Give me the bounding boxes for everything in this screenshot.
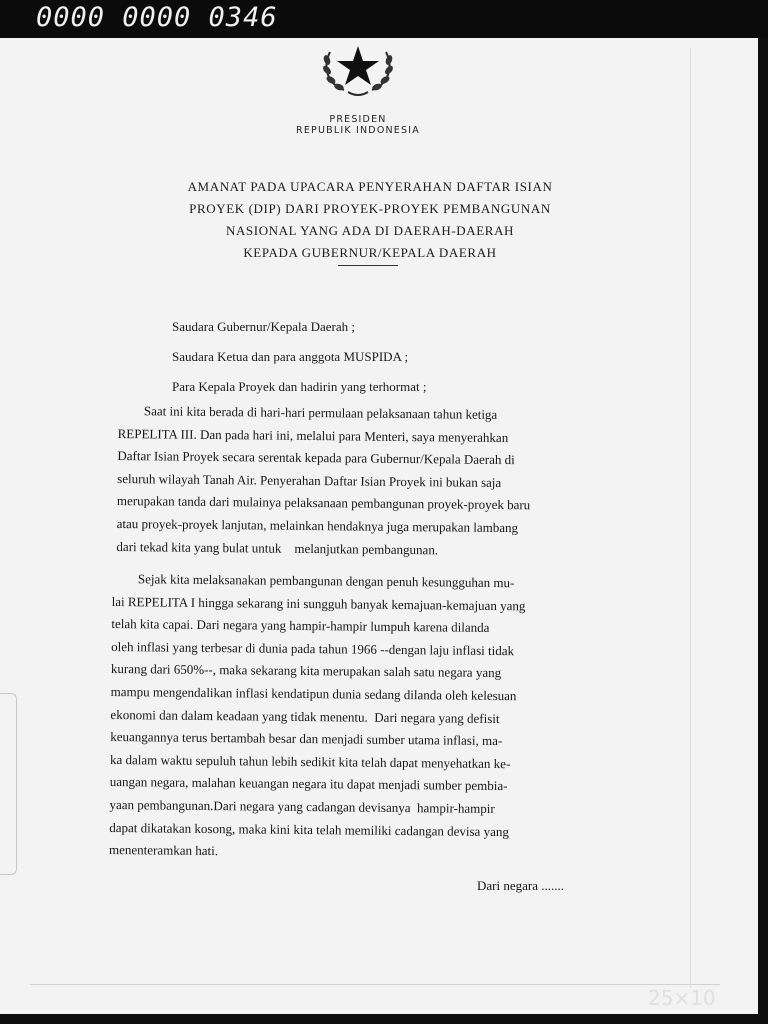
text-line: kurang dari 650%--, maka sekarang kita merupakan salah satu negara yang	[110, 661, 502, 681]
scale-mark: 25×10	[648, 986, 716, 1010]
body-paragraph-2	[109, 568, 632, 867]
body-paragraph-1	[116, 400, 638, 564]
page-fold-line	[30, 984, 720, 985]
salutation-line: Para Kepala Proyek dan hadirin yang terhormat ;	[172, 379, 427, 394]
text-line: REPELITA III. Dan pada hari ini, melalui para Menteri, saya menyerahkan	[117, 425, 509, 445]
film-header-strip	[0, 0, 768, 38]
text-line: uangan negara, malahan keuangan negara itu dapat menjadi sumber pembia-	[109, 774, 508, 794]
title-underline	[338, 265, 398, 266]
document-title	[150, 176, 590, 264]
document-page	[0, 38, 758, 1014]
page-shadow-line	[690, 48, 691, 988]
text-line: telah kita capai. Dari negara yang hampir-hampir lumpuh karena dilanda	[111, 616, 490, 636]
text-line: ekonomi dan dalam keadaan yang tidak menentu. Dari negara yang defisit	[110, 706, 500, 726]
title-line: AMANAT PADA UPACARA PENYERAHAN DAFTAR ISIAN	[187, 179, 553, 194]
text-line: Daftar Isian Proyek secara serentak kepada para Gubernur/Kepala Daerah di	[117, 448, 515, 468]
text-line: ka dalam waktu sepuluh tahun lebih sedikit kita telah dapat menyehatkan ke-	[109, 751, 511, 771]
salutation-line: Saudara Ketua dan para anggota MUSPIDA ;	[172, 349, 409, 364]
issuer-country: REPUBLIK INDONESIA	[296, 125, 420, 136]
continuation-catchword: Dari negara .......	[477, 878, 564, 893]
salutation-block	[172, 312, 632, 402]
issuer-title: PRESIDEN	[329, 114, 387, 125]
title-line: KEPADA GUBERNUR/KEPALA DAERAH	[243, 245, 497, 260]
text-line: yaan pembangunan.Dari negara yang cadangan devisanya hampir-hampir	[109, 796, 495, 816]
text-line: mampu mengendalikan inflasi kendatipun dunia sedang dilanda oleh kelesuan	[110, 683, 517, 704]
salutation-line: Saudara Gubernur/Kepala Daerah ;	[172, 319, 355, 334]
title-line: PROYEK (DIP) DARI PROYEK-PROYEK PEMBANGUNAN	[189, 201, 551, 216]
text-line: menenteramkan hati.	[108, 842, 219, 859]
frame-number: 0000 0000 0346	[36, 2, 278, 33]
text-line: oleh inflasi yang terbesar di dunia pada tahun 1966 --dengan laju inflasi tidak	[111, 638, 515, 658]
garuda-star-wreath-emblem-icon	[314, 38, 402, 102]
text-line: atau proyek-proyek lanjutan, melainkan hendaknya juga merupakan lambang	[116, 515, 519, 536]
text-line: dapat dikatakan kosong, maka kini kita telah memiliki cadangan devisa yang	[109, 819, 509, 839]
text-line: seluruh wilayah Tanah Air. Penyerahan Daftar Isian Proyek ini bukan saja	[117, 470, 502, 490]
text-line: keuangannya terus bertambah besar dan menjadi sumber utama inflasi, ma-	[110, 729, 503, 749]
title-line: NASIONAL YANG ADA DI DAERAH-DAERAH	[225, 223, 515, 238]
text-line: Saat ini kita berada di hari-hari permulaan pelaksanaan tahun ketiga	[117, 402, 498, 422]
binder-clip-mark	[0, 693, 17, 875]
issuer-header	[258, 114, 458, 136]
text-line: dari tekad kita yang bulat untuk melanjutkan pembangunan.	[116, 538, 439, 557]
text-line: lai REPELITA I hingga sekarang ini sungguh banyak kemajuan-kemajuan yang	[111, 593, 526, 613]
text-line: Sejak kita melaksanakan pembangunan dengan penuh kesungguhan mu-	[111, 570, 515, 591]
text-line: merupakan tanda dari mulainya pelaksanaan pembangunan proyek-proyek baru	[116, 493, 531, 513]
